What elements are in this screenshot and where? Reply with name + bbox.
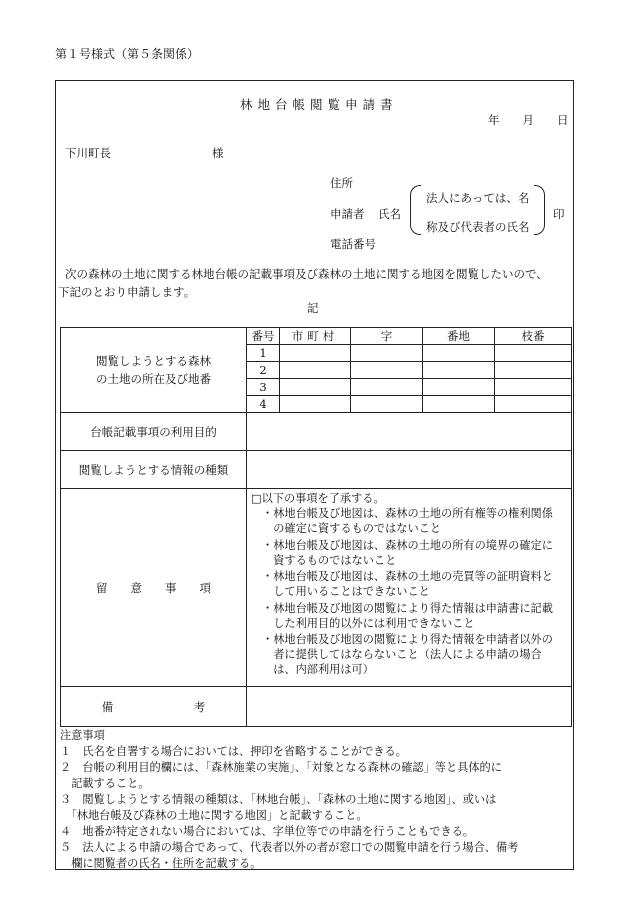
remarks-line: は、内部利用は可） <box>262 663 374 676</box>
cell-municipality[interactable] <box>280 345 351 362</box>
header-municipality: 市町村 <box>280 328 351 345</box>
location-label-line-2: の土地の所在及び地番 <box>96 372 211 386</box>
remarks-line: ・林地台帳及び地図は、森林の土地の所有の境界の確定に <box>262 539 553 552</box>
cell-edaban[interactable] <box>495 345 572 362</box>
location-table <box>60 327 572 413</box>
note-line: ３ 閲覧しようとする情報の種類は、「林地台帳」、「森林の土地に関する地図」、或いは <box>60 793 497 806</box>
corp-note-line-1: 法人にあっては、名 <box>426 191 530 205</box>
biko-field[interactable] <box>247 687 572 727</box>
form-number: 第１号様式（第５条関係） <box>55 47 200 61</box>
name-label: 氏名 <box>378 207 401 221</box>
recipient-honorific: 様 <box>212 146 224 160</box>
header-number: 番号 <box>247 328 280 345</box>
row-number: 1 <box>247 345 280 362</box>
header-aza: 字 <box>351 328 423 345</box>
remarks-line: ・林地台帳及び地図の閲覧により得た情報は申請書に記載 <box>262 602 553 615</box>
remarks-label: 留 意 事 項 <box>61 489 247 687</box>
note-line: 記載すること。 <box>60 777 150 790</box>
recipient: 下川町長 <box>65 146 111 160</box>
intro-line-2: 下記のとおり申請します。 <box>58 285 196 299</box>
row-number: 4 <box>247 396 280 413</box>
remarks-line: して用いることはできないこと <box>262 585 430 598</box>
cell-aza[interactable] <box>351 362 423 379</box>
purpose-field[interactable] <box>247 413 572 451</box>
remarks-line: ・林地台帳及び地図は、森林の土地の売買等の証明資料と <box>262 570 553 583</box>
header-banchi: 番地 <box>423 328 495 345</box>
date-field[interactable]: 年 月 日 <box>488 113 569 127</box>
info-type-field[interactable] <box>247 451 572 489</box>
location-label-line-1: 閲覧しようとする森林 <box>96 354 211 368</box>
remarks-line: ・林地台帳及び地図の閲覧により得た情報を申請者以外の <box>262 633 553 646</box>
applicant-label: 申請者 <box>330 207 365 221</box>
location-row-label <box>61 328 247 413</box>
cell-edaban[interactable] <box>495 396 572 413</box>
seal-label: 印 <box>553 207 565 221</box>
right-bracket <box>534 185 545 235</box>
note-line: 「林地台帳及び森林の土地に関する地図」と記載すること。 <box>60 809 368 822</box>
note-line: ４ 地番が特定されない場合においては、字単位等での申請を行うこともできる。 <box>60 825 474 838</box>
corp-note-line-2: 称及び代表者の氏名 <box>426 220 530 234</box>
row-number: 3 <box>247 379 280 396</box>
cell-aza[interactable] <box>351 396 423 413</box>
remarks-line: 資するものではないこと <box>262 554 397 567</box>
cell-municipality[interactable] <box>280 362 351 379</box>
cell-banchi[interactable] <box>423 379 495 396</box>
remarks-line: ・林地台帳及び地図は、森林の土地の所有権等の権利関係 <box>262 507 553 520</box>
cell-aza[interactable] <box>351 379 423 396</box>
note-line: ２ 台帳の利用目的欄には、「森林施業の実施」、「対象となる森林の確認」等と具体的に <box>60 761 502 774</box>
cell-municipality[interactable] <box>280 396 351 413</box>
address-label: 住所 <box>330 176 353 190</box>
remarks-line: の確定に資するものではないこと <box>262 522 442 535</box>
header-edaban: 枝番 <box>495 328 572 345</box>
intro-line-1: 次の森林の土地に関する林地台帳の記載事項及び森林の土地に関する地図を閲覧したいので、 <box>65 267 548 281</box>
note-line: ５ 法人による申請の場合であって、代表者以外の者が窓口での閲覧申請を行う場合、備考 <box>60 841 519 854</box>
remarks-consent-checkbox[interactable]: □以下の事項を了承する。 <box>251 492 385 505</box>
left-bracket <box>410 185 421 235</box>
purpose-label: 台帳記載事項の利用目的 <box>61 413 247 451</box>
cell-banchi[interactable] <box>423 396 495 413</box>
cell-banchi[interactable] <box>423 362 495 379</box>
cell-edaban[interactable] <box>495 379 572 396</box>
note-line: １ 氏名を自署する場合においては、押印を省略することができる。 <box>60 745 407 758</box>
phone-label: 電話番号 <box>330 237 376 251</box>
cell-municipality[interactable] <box>280 379 351 396</box>
biko-label: 備 考 <box>61 687 247 727</box>
ki-label: 記 <box>307 301 319 315</box>
notes-title: 注意事項 <box>60 729 105 742</box>
cell-banchi[interactable] <box>423 345 495 362</box>
page-title: 林地台帳閲覧申請書 <box>240 97 398 112</box>
remarks-line: 者に提供してはならないこと（法人による申請の場合 <box>262 648 542 661</box>
info-type-label: 閲覧しようとする情報の種類 <box>61 451 247 489</box>
remarks-line: した利用目的以外には利用できないこと <box>262 617 475 630</box>
cell-aza[interactable] <box>351 345 423 362</box>
note-line: 欄に閲覧者の氏名・住所を記載する。 <box>60 857 262 870</box>
cell-edaban[interactable] <box>495 362 572 379</box>
row-number: 2 <box>247 362 280 379</box>
